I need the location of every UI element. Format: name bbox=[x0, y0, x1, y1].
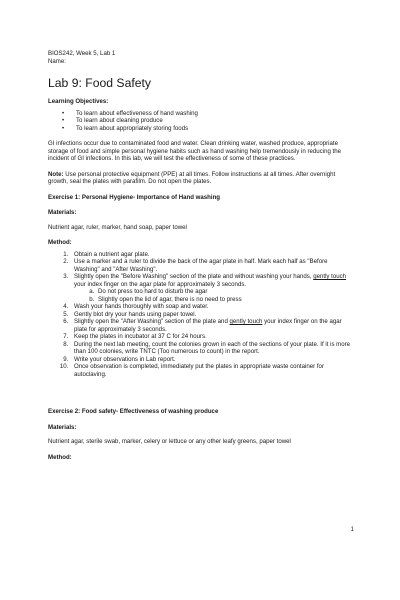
step-item: 1. Obtain a nutrient agar plate. bbox=[70, 251, 354, 259]
step-item: 3. Slightly open the "Before Washing" section of the plate and without washing your hands, gently touch your index finger on the agar plate for approximately 3 seconds. a. Do not press too hard to disturb the agar b. Slightly open the lid of agar, there is no need to press bbox=[70, 273, 354, 303]
note-text: Use personal protective equipment (PPE) at all times. Follow instructions at all times. After overnight growth, seal the plates with parafilm. Do not open the plates. bbox=[48, 170, 336, 186]
substep-list bbox=[74, 288, 354, 303]
step-item: 7. Keep the plates in incubator at 37 C for 24 hours. bbox=[70, 333, 354, 341]
intro-paragraph: GI infections occur due to contaminated food and water. Clean drinking water, washed produce, appropriate storage of food and simple personal hygiene habits such as hand washing help tremendously in reducing the incident of GI infections. In this lab, we will test the effectiveness of some of these practices. bbox=[48, 140, 342, 163]
exercise1-method-heading: Method: bbox=[48, 239, 72, 247]
step-item: 6. Slightly open the "After Washing" section of the plate and gently touch your index finger on the agar plate for approximately 3 seconds. bbox=[70, 318, 354, 333]
exercise2-materials-heading: Materials: bbox=[48, 423, 77, 431]
exercise1-materials: Nutrient agar, ruler, marker, hand soap, paper towel bbox=[48, 223, 187, 231]
page-title: Lab 9: Food Safety bbox=[48, 76, 151, 91]
exercise2-method-heading: Method: bbox=[48, 453, 72, 461]
emphasis-text: gently touch bbox=[313, 273, 347, 281]
objective-item: • To learn about effectiveness of hand washing bbox=[76, 110, 354, 118]
note-label: Note: bbox=[48, 170, 64, 178]
step-item: 2. Use a marker and a ruler to divide the back of the agar plate in half. Mark each half as "Before Washing" and "After Washing". bbox=[70, 258, 354, 273]
step-item: 5. Gently blot dry your hands using paper towel. bbox=[70, 311, 354, 319]
exercise1-steps bbox=[48, 251, 354, 379]
name-label: Name: bbox=[48, 57, 66, 65]
exercise1-materials-heading: Materials: bbox=[48, 209, 77, 217]
objectives-list bbox=[48, 110, 354, 133]
objectives-heading: Learning Objectives: bbox=[48, 98, 109, 106]
exercise1-heading: Exercise 1: Personal Hygiene- Importance of Hand washing bbox=[48, 193, 221, 201]
emphasis-text: gently touch bbox=[229, 318, 263, 326]
step-item: 8. During the next lab meeting, count the colonies grown in each of the sections of your plate. If it is more than 100 colonies, write TNTC (Too numerous to count) in the report. bbox=[70, 341, 354, 356]
substep-item: a. Do not press too hard to disturb the agar bbox=[96, 288, 354, 296]
objective-item: • To learn about cleaning produce bbox=[76, 117, 354, 125]
page-number: 1 bbox=[350, 526, 354, 533]
objective-item: • To learn about appropriately storing foods bbox=[76, 125, 354, 133]
step-item: 9. Write your observations in Lab report. bbox=[70, 356, 354, 364]
course-line: BIOS242, Week 5, Lab 1 bbox=[48, 50, 116, 57]
step-item: 4. Wash your hands thoroughly with soap and water. bbox=[70, 303, 354, 311]
note-paragraph bbox=[48, 171, 354, 186]
exercise2-heading: Exercise 2: Food safety- Effectiveness of washing produce bbox=[48, 408, 219, 416]
exercise2-materials: Nutrient agar, sterile swab, marker, celery or lettuce or any other leafy greens, paper towel bbox=[48, 438, 291, 446]
step-item: 10. Once observation is completed, immediately put the plates in appropriate waste container for autoclaving. bbox=[70, 363, 354, 378]
substep-item: b. Slightly open the lid of agar, there is no need to press bbox=[96, 296, 354, 304]
